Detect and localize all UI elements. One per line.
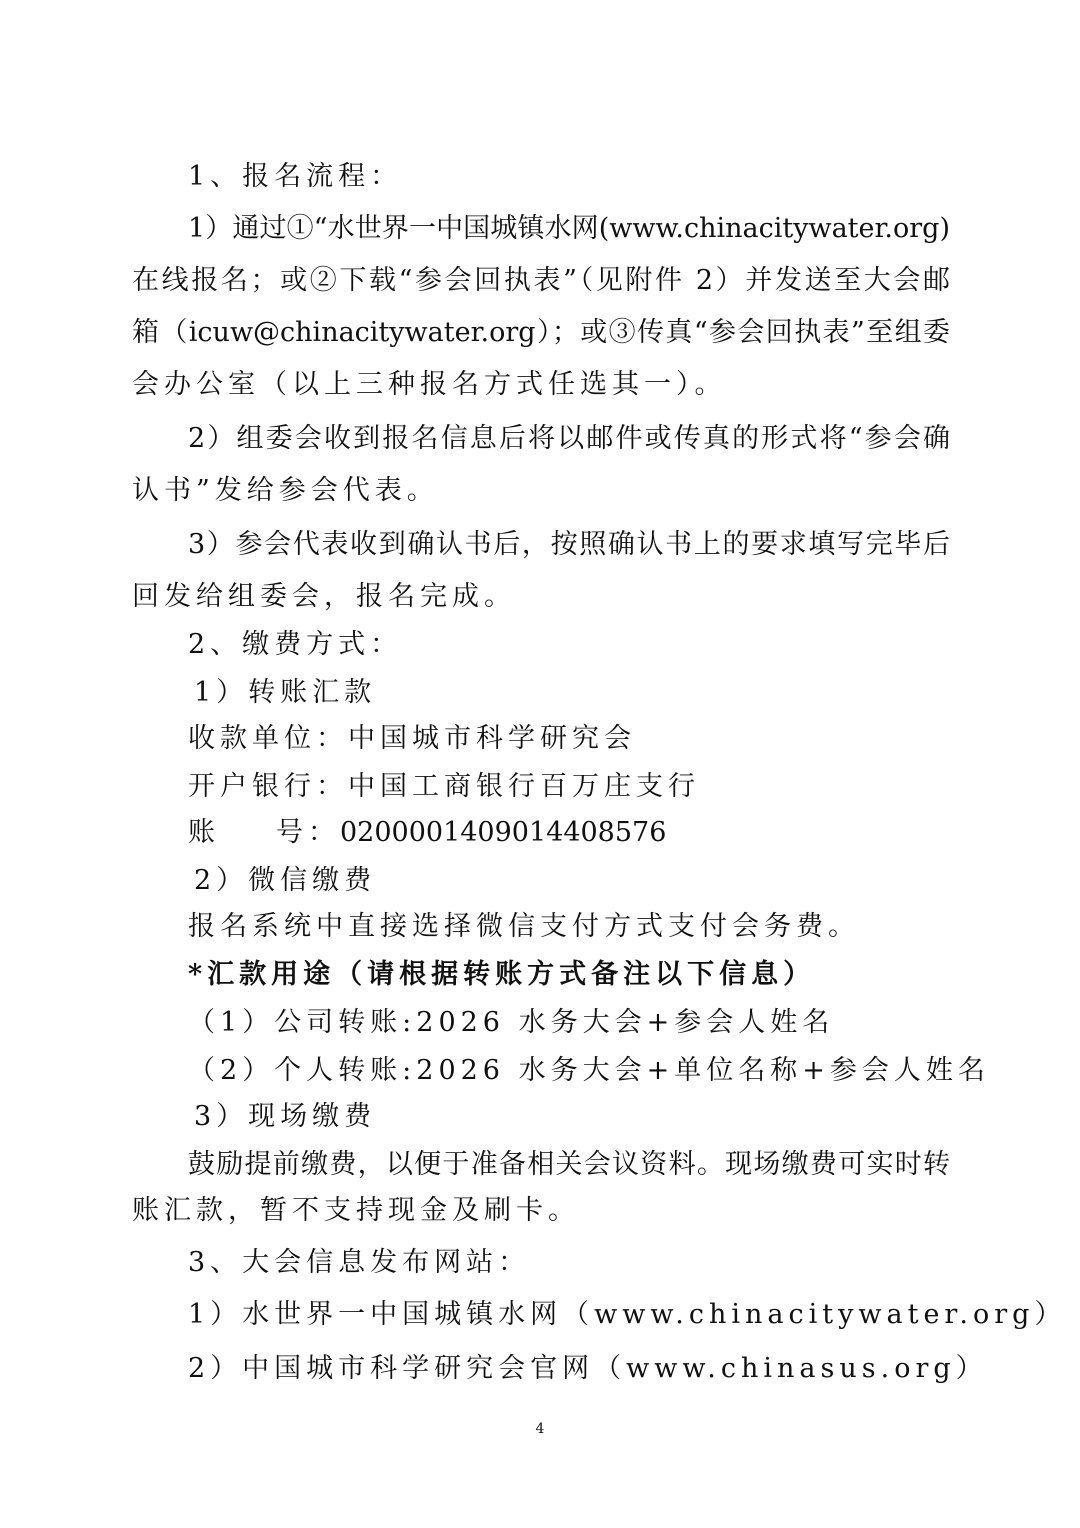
registration-step1-line2: 在线报名；或②下载“参会回执表”（见附件 2）并发送至大会邮 [132,265,950,296]
website-1: 1）水世界一中国城镇水网（www.chinacitywater.org） [188,1299,1067,1330]
website-2: 2）中国城市科学研究会官网（www.chinasus.org） [188,1353,988,1384]
account-line [188,816,666,850]
payment-heading: 2、缴费方式： [188,629,403,660]
account-label-a: 账 [188,817,220,848]
onsite-text-line2: 账汇款，暂不支持现金及刷卡。 [132,1195,580,1226]
onsite-title: 3）现场缴费 [194,1101,377,1132]
remark-title: *汇款用途（请根据转账方式备注以下信息） [188,959,816,990]
registration-step1-line3: 箱（icuw@chinacitywater.org）；或③传真“参会回执表”至组委 [132,317,950,348]
registration-step1-line4: 会办公室（以上三种报名方式任选其一）。 [132,369,727,400]
payee-line: 收款单位：中国城市科学研究会 [188,723,636,754]
transfer-title: 1）转账汇款 [194,677,377,708]
registration-step3-line2: 回发给组委会，报名完成。 [132,581,516,612]
bank-line: 开户银行：中国工商银行百万庄支行 [188,771,700,802]
remark-personal: （2）个人转账:2026 水务大会+单位名称+参会人姓名 [188,1055,990,1086]
remark-company: （1）公司转账:2026 水务大会+参会人姓名 [188,1007,835,1038]
page-number: 4 [535,1421,545,1437]
registration-step2-line2: 认书”发给参会代表。 [132,475,439,506]
account-label-b: 号： [276,817,340,848]
onsite-text-line1: 鼓励提前缴费，以便于准备相关会议资料。现场缴费可实时转 [188,1149,950,1180]
websites-heading: 3、大会信息发布网站： [188,1247,531,1278]
registration-step1-line1: 1）通过①“水世界一中国城镇水网(www.chinacitywater.org) [188,213,950,244]
account-number: 0200001409014408576 [340,817,667,848]
registration-step2-line1: 2）组委会收到报名信息后将以邮件或传真的形式将“参会确 [188,423,950,454]
wechat-title: 2）微信缴费 [194,865,377,896]
registration-heading: 1、报名流程： [188,161,403,192]
registration-step3-line1: 3）参会代表收到确认书后，按照确认书上的要求填写完毕后 [188,529,950,560]
wechat-text: 报名系统中直接选择微信支付方式支付会务费。 [188,911,860,942]
